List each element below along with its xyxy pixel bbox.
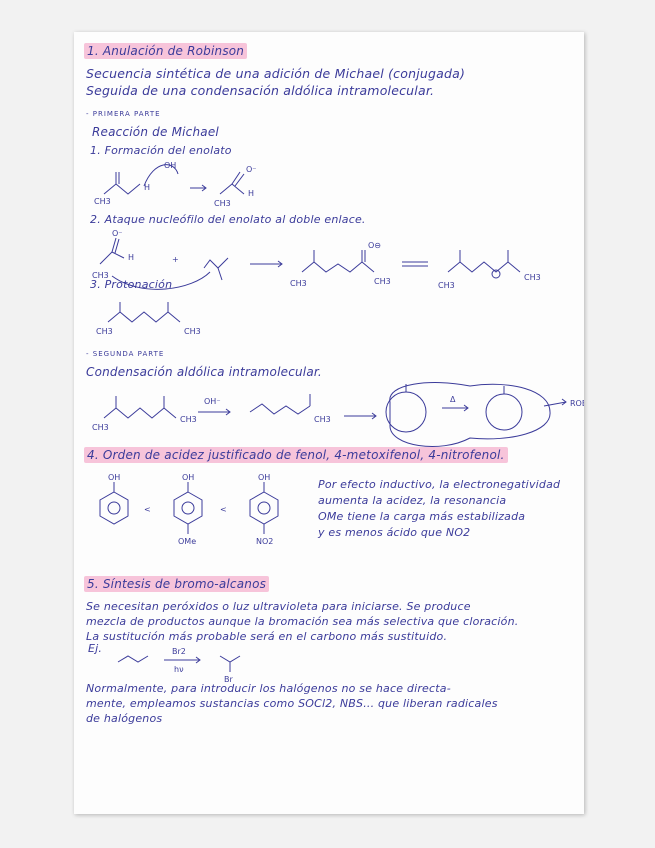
ch3-label: CH3 xyxy=(180,415,197,424)
br-label: Br xyxy=(224,675,233,684)
ome-label: OMe xyxy=(178,537,197,546)
ch3-label: CH3 xyxy=(314,415,331,424)
less-than-sign: < xyxy=(144,505,151,514)
ch3-label: CH3 xyxy=(184,327,201,336)
acidity-note-line-3: OMe tiene la carga más estabilizada xyxy=(318,510,526,523)
ch3-label: CH3 xyxy=(96,327,113,336)
plus-label: + xyxy=(172,255,179,264)
step-1-title: 1. Formación del enolato xyxy=(90,144,232,157)
oh-label: OH xyxy=(108,473,121,482)
ch3-label: CH3 xyxy=(92,423,109,432)
part-1-label: - PRIMERA PARTE xyxy=(86,110,161,118)
phenol-acidity-order xyxy=(94,472,294,572)
o-minus-label: O⁻ xyxy=(112,229,123,238)
section-1-intro-line-2: Seguida de una condensación aldólica intramolecular. xyxy=(86,83,435,98)
acidity-note-line-1: Por efecto inductivo, la electronegatividad xyxy=(318,478,561,491)
ch3-label: CH3 xyxy=(290,279,307,288)
oh-label: OH xyxy=(164,161,177,170)
section-5-line-7: de halógenos xyxy=(86,712,163,725)
o-minus-label: O⁻ xyxy=(246,165,257,174)
ch3-label: CH3 xyxy=(214,199,231,208)
section-5-line-1: Se necesitan peróxidos o luz ultravioleta para iniciarse. Se produce xyxy=(86,600,471,613)
protonation-scheme xyxy=(94,300,224,340)
h-label: H xyxy=(144,183,151,192)
oh-label: OH xyxy=(182,473,195,482)
notebook-page xyxy=(74,32,614,814)
ch3-label: CH3 xyxy=(94,197,111,206)
part-1-title: Reacción de Michael xyxy=(92,125,219,139)
step-3-title: 3. Protonación xyxy=(90,278,173,291)
enolate-formation-scheme xyxy=(94,160,314,210)
section-5-line-6: mente, empleamos sustancias como SOCl2, NBS... que liberan radicales xyxy=(86,697,498,710)
hv-label: hν xyxy=(174,665,184,674)
br2-label: Br2 xyxy=(172,647,186,656)
no2-label: NO2 xyxy=(256,537,274,546)
step-2-title: 2. Ataque nucleófilo del enolato al doble enlace. xyxy=(90,213,366,226)
delta-label: Δ xyxy=(450,395,456,404)
o-theta-label: O⊖ xyxy=(368,241,381,250)
h-label: H xyxy=(248,189,255,198)
oh-minus-label: OH⁻ xyxy=(204,397,221,406)
ch3-label: CH3 xyxy=(438,281,455,290)
acidity-note-line-4: y es menos ácido que NO2 xyxy=(318,526,471,539)
section-5-line-5: Normalmente, para introducir los halógenos no se hace directa- xyxy=(86,682,451,695)
section-5-line-2: mezcla de productos aunque la bromación sea más selectiva que cloración. xyxy=(86,615,519,628)
less-than-sign: < xyxy=(220,505,227,514)
ch3-label: CH3 xyxy=(92,271,109,280)
ch3-label: CH3 xyxy=(374,277,391,286)
bromination-scheme xyxy=(114,644,294,684)
oh-label: OH xyxy=(258,473,271,482)
section-1-intro-line-1: Secuencia sintética de una adición de Michael (conjugada) xyxy=(86,66,466,81)
part-2-title: Condensación aldólica intramolecular. xyxy=(86,365,322,379)
section-5-line-3: La sustitución más probable será en el carbono más sustituido. xyxy=(86,630,448,643)
section-1-title: 1. Anulación de Robinson xyxy=(84,44,247,58)
section-5-title: 5. Síntesis de bromo-alcanos xyxy=(84,577,269,591)
acidity-note-line-2: aumenta la acidez, la resonancia xyxy=(318,494,507,507)
robinson-label: ROBINSON xyxy=(570,399,614,408)
ch3-label: CH3 xyxy=(524,273,541,282)
h-label: H xyxy=(128,253,135,262)
section-4-title: 4. Orden de acidez justificado de fenol, 4-metoxifenol, 4-nitrofenol. xyxy=(84,448,508,462)
section-5-line-4: Ej. xyxy=(88,642,103,655)
part-2-label: - SEGUNDA PARTE xyxy=(86,350,165,358)
